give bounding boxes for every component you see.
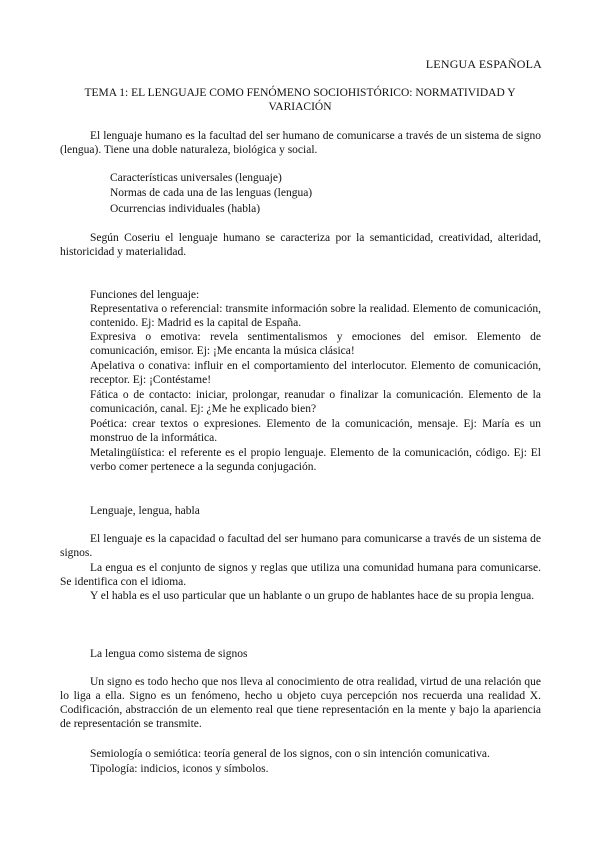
function-item: Fática o de contacto: iniciar, prolongar, reanudar o finalizar la comunicación. Elemento de la comunicación, canal. Ej: ¿Me he explicado bien?: [90, 389, 541, 415]
section-heading-signs: La lengua como sistema de signos: [90, 648, 248, 660]
function-item: Metalingüística: el referente es el propio lenguaje. Elemento de la comunicación, código. Ej: El verbo comer pertenece a la segunda conjugación.: [90, 447, 541, 473]
level-item: Características universales (lenguaje): [110, 172, 282, 184]
function-item: Apelativa o conativa: influir en el comportamiento del interlocutor. Elemento de comunicación, receptor. Ej: ¡Contéstame!: [90, 360, 541, 386]
functions-heading: Funciones del lenguaje:: [90, 289, 200, 301]
function-item: Poética: crear textos o expresiones. Elemento de la comunicación, mensaje. Ej: María es un monstruo de la informática.: [90, 418, 541, 444]
level-item: Ocurrencias individuales (habla): [110, 203, 261, 215]
typology-line: Tipología: indicios, iconos y símbolos.: [90, 763, 269, 775]
semiology-line: Semiología o semiótica: teoría general de los signos, con o sin intención comunicativa.: [90, 748, 490, 760]
signs-paragraph: Un signo es todo hecho que nos lleva al conocimiento de otra realidad, virtud de una relación que lo liga a ella. Signo es un fenómeno, hecho u objeto cuya percepción nos recuerda una realidad X. Codificación, abstracción de un elemento real que tiene representación en la mente y bajo la apariencia de representación se transmite.: [60, 676, 541, 730]
course-header: LENGUA ESPAÑOLA: [425, 57, 542, 71]
intro-paragraph: El lenguaje humano es la facultad del ser humano de comunicarse a través de un sistema de signo (lengua). Tiene una doble naturaleza, biológica y social.: [60, 130, 541, 156]
llh-paragraph: El lenguaje es la capacidad o facultad del ser humano para comunicarse a través de un sistema de signos.: [60, 533, 541, 559]
level-item: Normas de cada una de las lenguas (lengua): [110, 187, 313, 199]
function-item: Representativa o referencial: transmite información sobre la realidad. Elemento de comunicación, contenido. Ej: Madrid es la capital de España.: [90, 303, 541, 329]
page-title: TEMA 1: EL LENGUAJE COMO FENÓMENO SOCIOHISTÓRICO: NORMATIVIDAD Y VARIACIÓN: [84, 87, 516, 113]
function-item: Expresiva o emotiva: revela sentimentalismos y emociones del emisor. Elemento de comunicación, emisor. Ej: ¡Me encanta la música clásica!: [90, 331, 541, 357]
llh-paragraph: Y el habla es el uso particular que un hablante o un grupo de hablantes hace de su propia lengua.: [90, 590, 535, 602]
llh-paragraph: La engua es el conjunto de signos y reglas que utiliza una comunidad humana para comunicarse. Se identifica con el idioma.: [60, 562, 541, 588]
section-heading-llh: Lenguaje, lengua, habla: [90, 505, 200, 517]
coseriu-paragraph: Según Coseriu el lenguaje humano se caracteriza por la semanticidad, creatividad, alteridad, historicidad y materialidad.: [60, 232, 541, 258]
